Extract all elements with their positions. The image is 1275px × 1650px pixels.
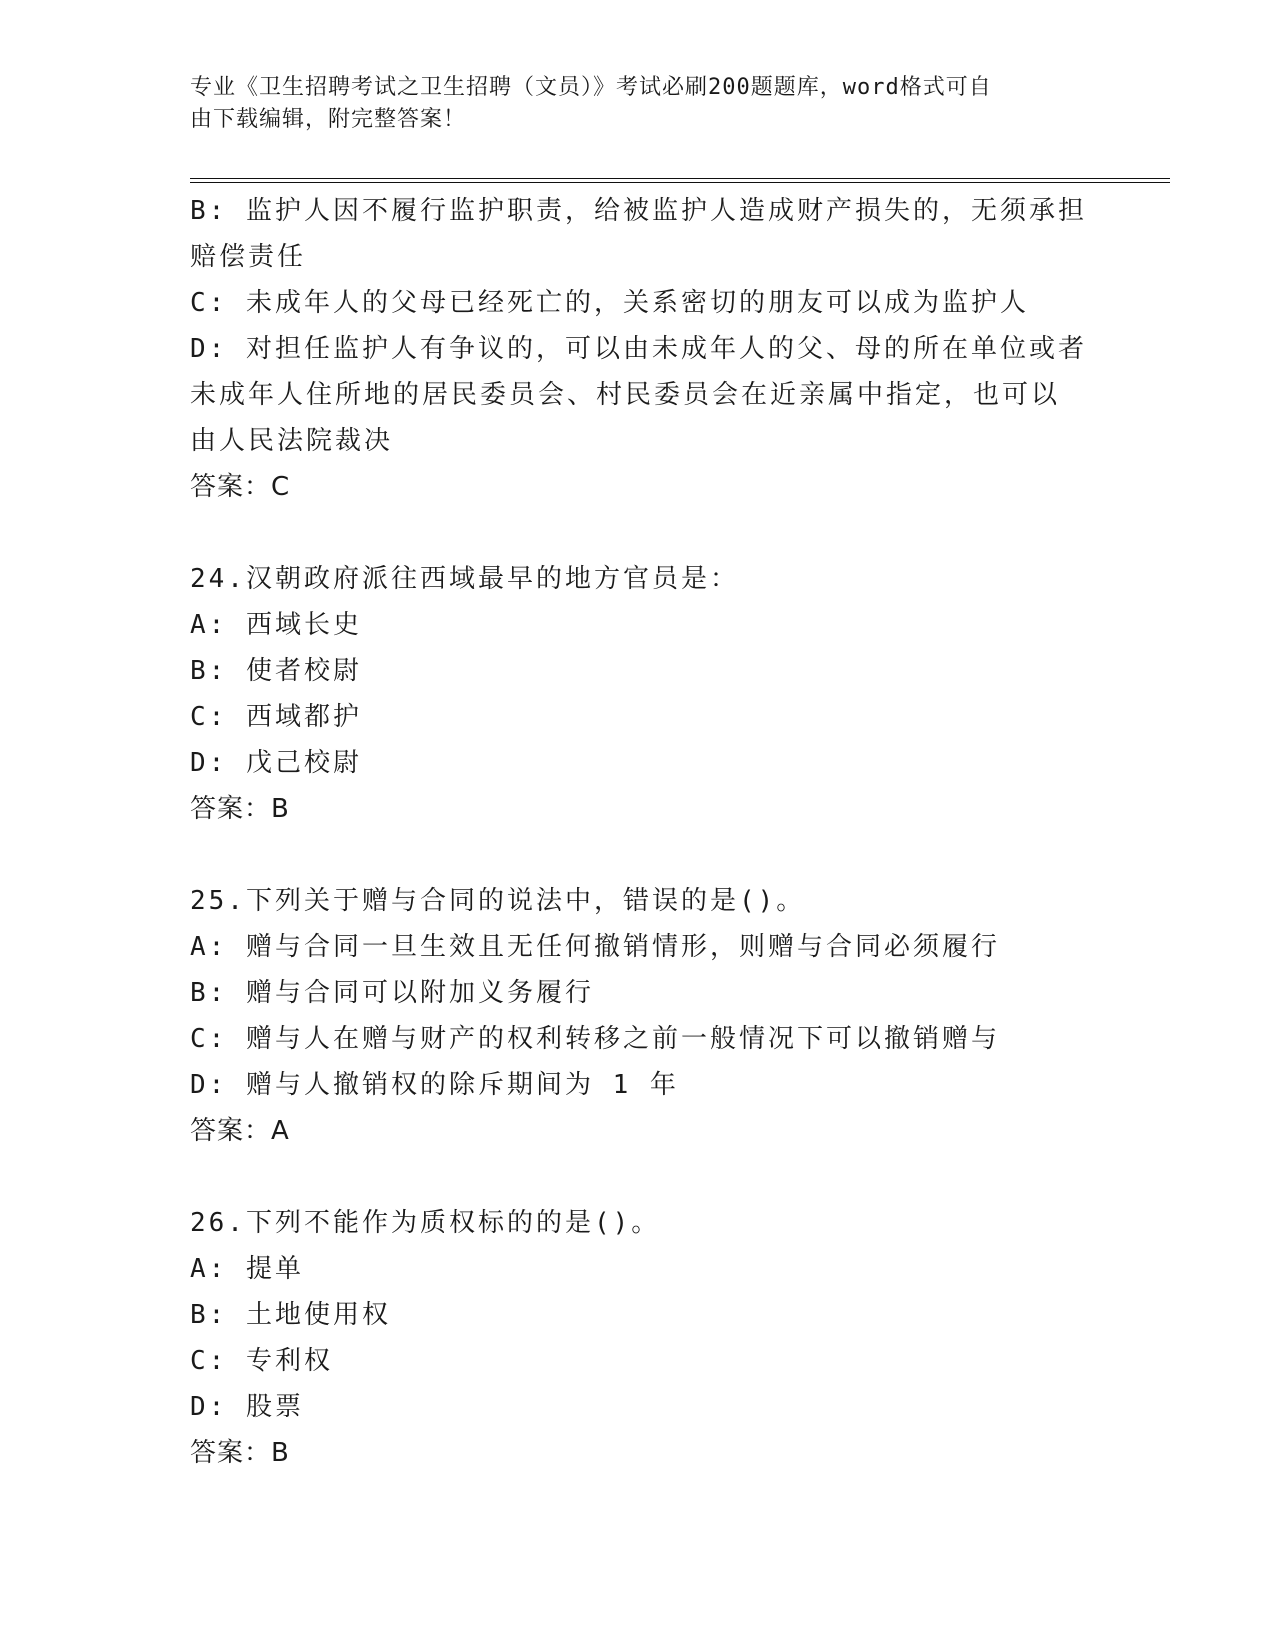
header-divider-top: [190, 178, 1170, 179]
option-b-line-1: B: 监护人因不履行监护职责，给被监护人造成财产损失的，无须承担: [190, 196, 1087, 226]
option-c: C: 西域都护: [190, 702, 362, 732]
option-d: D: 股票: [190, 1392, 304, 1422]
option-b: B: 使者校尉: [190, 656, 362, 686]
answer-26: 答案：B: [190, 1438, 290, 1468]
question-26: [190, 1200, 1090, 1476]
answer-25: 答案：A: [190, 1116, 290, 1146]
question-24: [190, 556, 1090, 832]
header-divider-bottom: [190, 182, 1170, 183]
option-a: A: 西域长史: [190, 610, 362, 640]
option-c: C: 专利权: [190, 1346, 333, 1376]
option-d: D: 戊己校尉: [190, 748, 362, 778]
option-d-line-1: D: 对担任监护人有争议的，可以由未成年人的父、母的所在单位或者: [190, 334, 1087, 364]
question-23-continued: [190, 188, 1090, 510]
option-c: C: 未成年人的父母已经死亡的，关系密切的朋友可以成为监护人: [190, 288, 1029, 318]
document-body: [190, 188, 1090, 1476]
question-stem: 26.下列不能作为质权标的的是()。: [190, 1208, 661, 1238]
document-header: [190, 72, 1070, 136]
header-line-2: 由下载编辑，附完整答案！: [190, 107, 467, 132]
option-d: D: 赠与人撤销权的除斥期间为 1 年: [190, 1070, 679, 1100]
option-b: B: 土地使用权: [190, 1300, 391, 1330]
option-c: C: 赠与人在赠与财产的权利转移之前一般情况下可以撤销赠与: [190, 1024, 1000, 1054]
option-d-line-2: 未成年人住所地的居民委员会、村民委员会在近亲属中指定，也可以: [190, 380, 1061, 410]
option-b-line-2: 赔偿责任: [190, 242, 307, 272]
question-stem: 24.汉朝政府派往西域最早的地方官员是：: [190, 564, 739, 594]
option-b: B: 赠与合同可以附加义务履行: [190, 978, 594, 1008]
question-stem: 25.下列关于赠与合同的说法中，错误的是()。: [190, 886, 806, 916]
header-line-1: 专业《卫生招聘考试之卫生招聘（文员）》考试必刷200题题库，word格式可自: [190, 75, 992, 100]
answer-24: 答案：B: [190, 794, 290, 824]
answer-23: 答案：C: [190, 472, 291, 502]
option-d-line-3: 由人民法院裁决: [190, 426, 394, 456]
option-a: A: 赠与合同一旦生效且无任何撤销情形，则赠与合同必须履行: [190, 932, 1000, 962]
question-25: [190, 878, 1090, 1154]
option-a: A: 提单: [190, 1254, 304, 1284]
